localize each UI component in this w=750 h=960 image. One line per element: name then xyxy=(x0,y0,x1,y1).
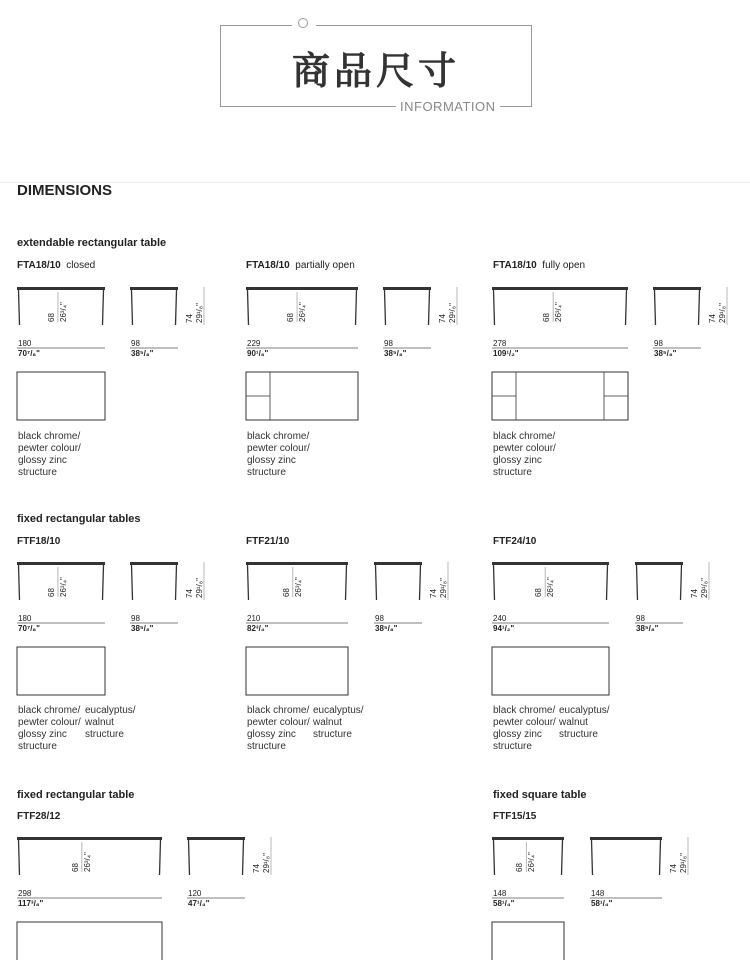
material-line: structure xyxy=(493,741,532,752)
knee-height-label: 68 xyxy=(542,313,552,322)
side-elevation xyxy=(635,562,683,600)
material-line: black chrome/ xyxy=(493,705,556,716)
table-top xyxy=(246,287,358,290)
total-height-label: 74 xyxy=(438,314,447,323)
table-leg xyxy=(19,290,20,325)
material-line: structure xyxy=(85,729,124,740)
table-top xyxy=(383,287,431,290)
knee-height-inch-label: 26³/₄" xyxy=(58,577,68,597)
knee-height-inch-label: 26³/₄" xyxy=(82,852,92,872)
section-title-fixed-rect-large: fixed rectangular table xyxy=(17,789,135,801)
material-line: eucalyptus/ xyxy=(313,705,364,716)
side-elevation xyxy=(130,562,178,600)
material-line: black chrome/ xyxy=(18,431,81,442)
table-top xyxy=(187,837,245,840)
material-line: walnut xyxy=(85,717,114,728)
width-inch-label: 58¹/₄" xyxy=(493,899,515,908)
model-variant: partially open xyxy=(295,260,355,271)
knee-height-label: 68 xyxy=(70,863,80,872)
table-top xyxy=(374,562,422,565)
knee-height-inch-label: 26³/₄" xyxy=(546,577,556,597)
table-leg xyxy=(19,565,20,600)
table-leg xyxy=(494,290,495,325)
table-leg xyxy=(385,290,386,325)
side-elevation xyxy=(383,287,431,325)
width-inch-label: 109¹/₂" xyxy=(493,349,519,358)
width-label: 240 xyxy=(493,614,507,623)
total-height-inch-label: 29¹/₈" xyxy=(679,853,688,873)
width-inch-label: 117³/₈" xyxy=(18,899,44,908)
plan-view xyxy=(492,647,609,695)
total-height-label: 74 xyxy=(252,864,261,873)
table-leg xyxy=(660,840,661,875)
model-code-text: FTA18/10 xyxy=(17,260,61,271)
plan-view xyxy=(17,647,105,695)
width-inch-label: 38⁵/₈" xyxy=(131,349,154,358)
table-top xyxy=(492,562,609,565)
table-leg xyxy=(626,290,627,325)
total-height-inch-label: 29¹/₈" xyxy=(700,578,709,598)
model-code-text: FTA18/10 xyxy=(493,260,537,271)
plan-view xyxy=(492,922,564,960)
total-height-label: 74 xyxy=(185,314,194,323)
width-inch-label: 38⁵/₈" xyxy=(375,624,398,633)
width-inch-label: 94¹/₂" xyxy=(493,624,515,633)
width-label: 298 xyxy=(18,889,32,898)
width-inch-label: 90¹/₈" xyxy=(247,349,269,358)
table-leg xyxy=(681,565,682,600)
width-inch-label: 70⁷/₈" xyxy=(18,624,40,633)
width-inch-label: 38⁵/₈" xyxy=(384,349,407,358)
table-top xyxy=(492,287,628,290)
table-leg xyxy=(699,290,700,325)
total-height-label: 74 xyxy=(690,589,699,598)
material-line: black chrome/ xyxy=(247,705,310,716)
table-top xyxy=(653,287,701,290)
material-line: structure xyxy=(493,467,532,478)
model-code: FTF18/10 xyxy=(17,536,61,547)
knee-height-label: 68 xyxy=(46,313,56,322)
section-title-extendable: extendable rectangular table xyxy=(17,237,167,249)
side-elevation xyxy=(187,837,245,875)
table-leg xyxy=(132,290,133,325)
table-leg xyxy=(248,565,249,600)
material-line: structure xyxy=(18,467,57,478)
table-top xyxy=(246,562,348,565)
model-code-text: FTA18/10 xyxy=(246,260,290,271)
table-leg xyxy=(376,565,377,600)
table-leg xyxy=(103,290,104,325)
width-label: 98 xyxy=(636,614,645,623)
width-label: 278 xyxy=(493,339,507,348)
table-leg xyxy=(176,290,177,325)
plan-view xyxy=(246,647,348,695)
side-elevation xyxy=(653,287,701,325)
table-leg xyxy=(243,840,244,875)
knee-height-label: 68 xyxy=(534,588,544,597)
plan-view xyxy=(17,922,162,960)
table-leg xyxy=(176,565,177,600)
material-line: glossy zinc xyxy=(247,729,296,740)
table-leg xyxy=(420,565,421,600)
model-code: FTF24/10 xyxy=(493,536,537,547)
width-inch-label: 58¹/₄" xyxy=(591,899,613,908)
table-leg xyxy=(248,290,249,325)
model-variant: fully open xyxy=(542,260,586,271)
material-line: black chrome/ xyxy=(493,431,556,442)
material-line: walnut xyxy=(313,717,342,728)
table-top xyxy=(590,837,662,840)
material-line: structure xyxy=(559,729,598,740)
width-label: 98 xyxy=(131,614,140,623)
material-line: glossy zinc xyxy=(18,729,67,740)
material-line: walnut xyxy=(559,717,588,728)
material-line: black chrome/ xyxy=(247,431,310,442)
table-leg xyxy=(592,840,593,875)
width-label: 98 xyxy=(375,614,384,623)
material-line: structure xyxy=(247,467,286,478)
material-line: pewter colour/ xyxy=(493,717,556,728)
table-leg xyxy=(19,840,20,875)
knee-height-inch-label: 26³/₄" xyxy=(554,302,564,322)
width-label: 120 xyxy=(188,889,202,898)
material-line: glossy zinc xyxy=(247,455,296,466)
side-elevation xyxy=(590,837,662,875)
width-inch-label: 38⁵/₈" xyxy=(636,624,659,633)
material-line: pewter colour/ xyxy=(493,443,556,454)
material-line: pewter colour/ xyxy=(18,717,81,728)
material-line: eucalyptus/ xyxy=(85,705,136,716)
header-subtitle: INFORMATION xyxy=(400,99,496,114)
page-title: DIMENSIONS xyxy=(17,182,113,199)
table-leg xyxy=(494,840,495,875)
width-label: 98 xyxy=(654,339,663,348)
model-variant: closed xyxy=(66,260,96,271)
knee-height-inch-label: 26³/₄" xyxy=(58,302,68,322)
header-title: 商品尺寸 xyxy=(291,49,460,93)
width-label: 180 xyxy=(18,614,32,623)
section-title-fixed-rect: fixed rectangular tables xyxy=(17,513,141,525)
material-line: structure xyxy=(18,741,57,752)
material-line: glossy zinc xyxy=(493,729,542,740)
side-elevation xyxy=(374,562,422,600)
knee-height-inch-label: 26³/₄" xyxy=(293,577,303,597)
material-line: eucalyptus/ xyxy=(559,705,610,716)
knee-height-label: 68 xyxy=(281,588,291,597)
width-label: 98 xyxy=(384,339,393,348)
width-label: 148 xyxy=(493,889,507,898)
table-leg xyxy=(494,565,495,600)
table-leg xyxy=(103,565,104,600)
material-line: structure xyxy=(247,741,286,752)
table-leg xyxy=(160,840,161,875)
table-top xyxy=(492,837,564,840)
total-height-inch-label: 29¹/₈" xyxy=(262,853,271,873)
table-top xyxy=(17,562,105,565)
width-inch-label: 47¹/₄" xyxy=(188,899,210,908)
table-top xyxy=(130,287,178,290)
width-inch-label: 38⁵/₈" xyxy=(131,624,154,633)
knee-height-label: 68 xyxy=(46,588,56,597)
material-line: pewter colour/ xyxy=(247,443,310,454)
total-height-label: 74 xyxy=(708,314,717,323)
table-top xyxy=(130,562,178,565)
table-top xyxy=(635,562,683,565)
total-height-inch-label: 29¹/₈" xyxy=(448,303,457,323)
table-leg xyxy=(429,290,430,325)
table-leg xyxy=(189,840,190,875)
table-leg xyxy=(655,290,656,325)
width-inch-label: 82³/₄" xyxy=(247,624,269,633)
table-leg xyxy=(132,565,133,600)
table-top xyxy=(17,287,105,290)
total-height-inch-label: 29¹/₈" xyxy=(195,578,204,598)
total-height-inch-label: 29¹/₈" xyxy=(718,303,727,323)
table-leg xyxy=(637,565,638,600)
model-code: FTF21/10 xyxy=(246,536,290,547)
model-code: FTF28/12 xyxy=(17,811,61,822)
section-title-fixed-square: fixed square table xyxy=(493,789,587,801)
width-label: 180 xyxy=(18,339,32,348)
table-leg xyxy=(346,565,347,600)
material-line: glossy zinc xyxy=(493,455,542,466)
total-height-inch-label: 29¹/₈" xyxy=(195,303,204,323)
material-line: structure xyxy=(313,729,352,740)
knee-height-inch-label: 26³/₄" xyxy=(527,852,537,872)
total-height-label: 74 xyxy=(669,864,678,873)
width-label: 229 xyxy=(247,339,261,348)
knee-height-label: 68 xyxy=(286,313,296,322)
material-line: pewter colour/ xyxy=(18,443,81,454)
material-line: glossy zinc xyxy=(18,455,67,466)
table-leg xyxy=(607,565,608,600)
total-height-label: 74 xyxy=(429,589,438,598)
total-height-inch-label: 29¹/₈" xyxy=(439,578,448,598)
table-leg xyxy=(356,290,357,325)
width-inch-label: 70⁷/₈" xyxy=(18,349,40,358)
plan-view xyxy=(17,372,105,420)
model-code: FTF15/15 xyxy=(493,811,537,822)
width-label: 98 xyxy=(131,339,140,348)
width-label: 210 xyxy=(247,614,261,623)
knee-height-label: 68 xyxy=(515,863,525,872)
material-line: pewter colour/ xyxy=(247,717,310,728)
total-height-label: 74 xyxy=(185,589,194,598)
width-inch-label: 38⁵/₈" xyxy=(654,349,677,358)
side-elevation xyxy=(130,287,178,325)
width-label: 148 xyxy=(591,889,605,898)
knee-height-inch-label: 26³/₄" xyxy=(298,302,308,322)
table-leg xyxy=(562,840,563,875)
material-line: black chrome/ xyxy=(18,705,81,716)
table-top xyxy=(17,837,162,840)
